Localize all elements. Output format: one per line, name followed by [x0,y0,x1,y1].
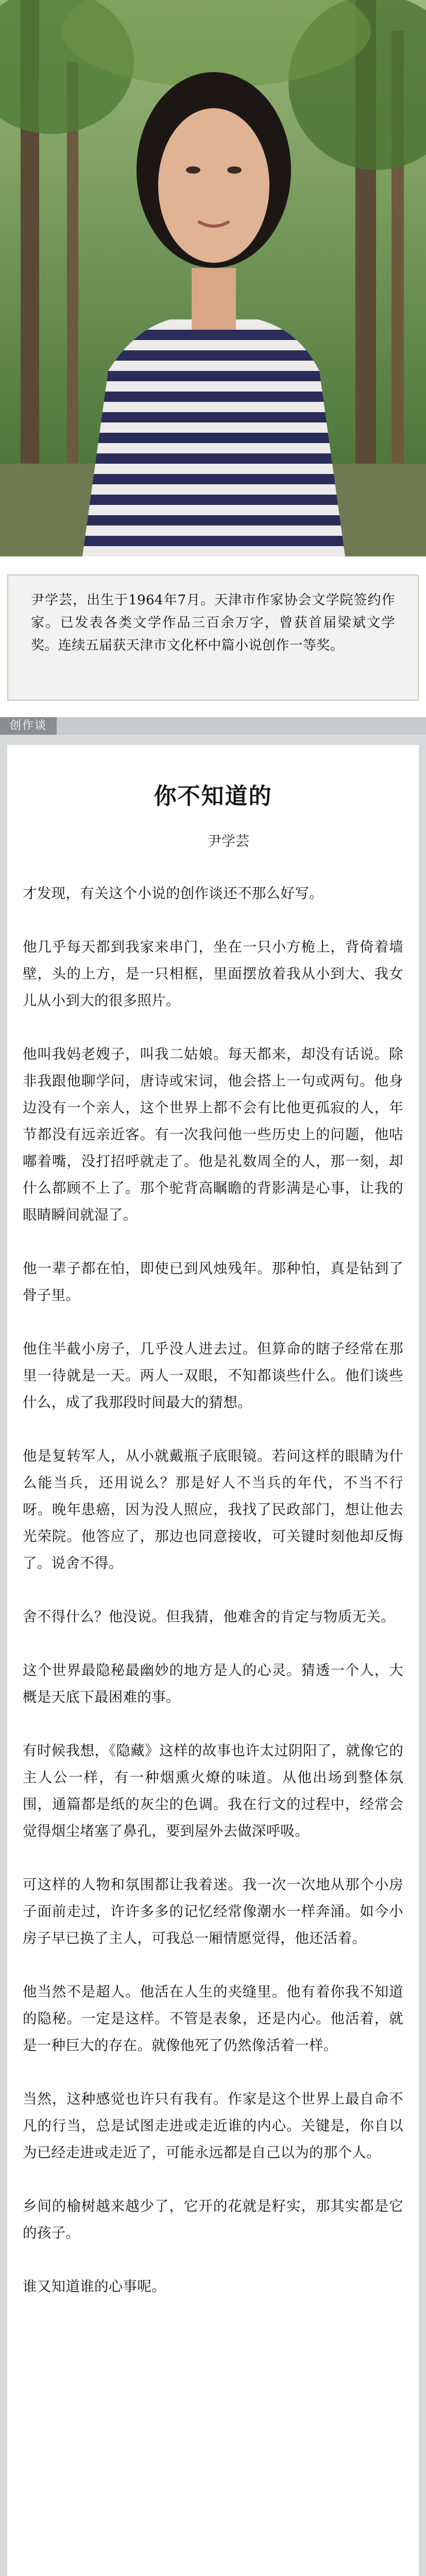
paragraph: 当然，这种感觉也许只有我有。作家是这个世界上最自命不凡的行当，总是试图走进或走近谁的内心。关键是，你自以为已经走进或走近了，可能永远都是自己以为的那个人。 [23,2091,403,2161]
paragraph: 可这样的人物和氛围都让我着迷。我一次一次地从那个小房子面前走过，许许多多的记忆经常像潮水一样奔涌。如今小房子早已换了主人，可我总一厢情愿觉得，他还活着。 [23,1876,403,1946]
paragraph: 他是复转军人，从小就戴瓶子底眼镜。若问这样的眼睛为什么能当兵，还用说么？那是好人不当兵的年代，不当不行呀。晚年患癌，因为没人照应，我找了民政部门，想让他去光荣院。他答应了，那边也同意接收，可关键时刻他却反悔了。说舍不得。 [23,1448,403,1571]
paragraph: 他叫我妈老嫂子，叫我二姑娘。每天都来，却没有话说。除非我跟他聊学问，唐诗或宋词，他会搭上一句或两句。他身边没有一个亲人，这个世界上都不会有比他更孤寂的人，年节都没有远亲近客。有一次我问他一些历史上的问题，他咕嘟着嘴，没打招呼就走了。他是礼数周全的人，那一刻，却什么都顾不上了。那个驼背高瞩瞻的背影满是心事，让我的眼睛瞬间就湿了。 [23,1046,403,1223]
paragraph: 这个世界最隐秘最幽妙的地方是人的心灵。猜透一个人，大概是天底下最困难的事。 [23,1662,403,1705]
paragraph: 乡间的榆树越来越少了，它开的花就是籽实，那其实都是它的孩子。 [23,2198,403,2241]
paragraph: 他一辈子都在怕，即使已到风烛残年。那种怕，真是钻到了骨子里。 [23,1260,403,1303]
paragraph: 舍不得什么？他没说。但我猜，他难舍的肯定与物质无关。 [23,1608,395,1625]
article-body [23,880,403,2327]
author-portrait-image [0,0,426,556]
article-card [7,745,419,2576]
article-frame [0,735,426,2576]
paragraph: 才发现，有关这个小说的创作谈还不那么好写。 [23,885,323,902]
paragraph: 他当然不是超人。他活在人生的夹缝里。他有着你我不知道的隐秘。一定是这样。不管是表象，还是内心。他活着，就是一种巨大的存在。就像他死了仍然像活着一样。 [23,1984,403,2054]
paragraph: 他几乎每天都到我家来串门，坐在一只小方桅上，背倚着墙壁，头的上方，是一只相框，里面摆放着我从小到大、我女儿从小到大的很多照片。 [23,939,403,1009]
author-bio-text: 尹学芸，出生于1964年7月。天津市作家协会文学院签约作家。已发表各类文学作品三百余万字，曾获首届梁斌文学奖。连续五届获天津市文化杯中篇小说创作一等奖。 [31,592,395,653]
article-author: 尹学芸 [208,834,249,850]
section-tag: 创作谈 [0,717,57,735]
section-header [0,717,426,735]
author-bio-box [7,574,419,701]
paragraph: 他住半截小房子，几乎没人进去过。但算命的瞎子经常在那里一待就是一天。两人一双眼，不知都谈些什么。他们谈些什么，成了我那段时间最大的猜想。 [23,1341,403,1411]
paragraph: 有时候我想，《隐藏》这样的故事也许太过阴阳了，就像它的主人公一样，有一种烟熏火燎的味道。从他出场到整体氛围，通篇都是纸的灰尘的色调。我在行文的过程中，经常会觉得烟尘堵塞了鼻孔，要到屋外去做深呼吸。 [23,1742,403,1839]
paragraph: 谁又知道谁的心事呢。 [23,2278,166,2295]
article-title: 你不知道的 [154,783,272,809]
author-photo [0,0,426,556]
